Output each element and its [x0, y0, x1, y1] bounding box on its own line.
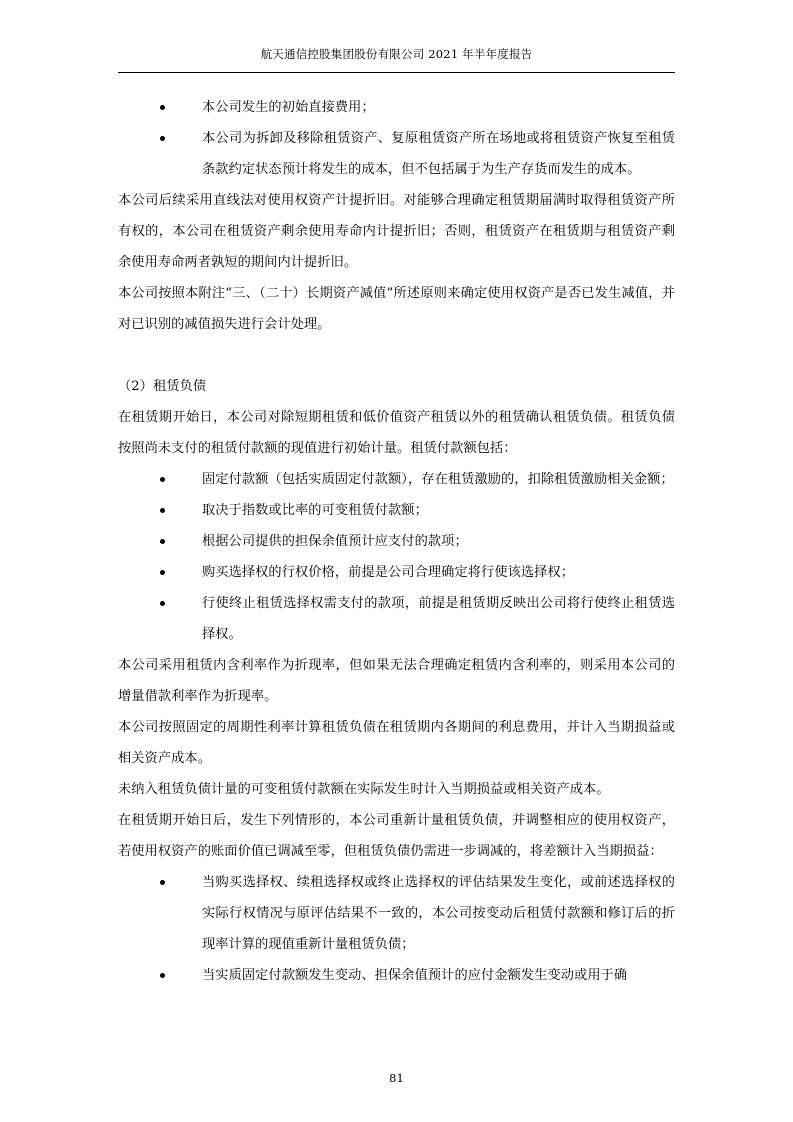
section-heading: （2）租赁负债: [118, 379, 207, 394]
list-item-text: 本公司为拆卸及移除租赁资产、复原租赁资产所在场地或将租赁资产恢复至租赁条款约定状态预计将发生的成本，但不包括属于为生产存货而发生的成本。: [202, 131, 675, 177]
paragraph: 本公司采用租赁内含利率作为折现率，但如果无法合理确定租赁内含利率的，则采用本公司的增量借款利率作为折现率。: [118, 658, 675, 704]
list-item: [118, 123, 675, 185]
paragraph: 本公司后续采用直线法对使用权资产计提折旧。对能够合理确定租赁期届满时取得租赁资产所有权的，本公司在租赁资产剩余使用寿命内计提折旧；否则，租赁资产在租赁期与租赁资产剩余使用寿命两者孰短的期间内计提折旧。: [118, 193, 675, 270]
list-item-text: 行使终止租赁选择权需支付的款项，前提是租赁期反映出公司将行使终止租赁选择权。: [202, 596, 675, 642]
list-item-text: 根据公司提供的担保余值预计应支付的款项；: [202, 534, 468, 549]
list-item: [118, 495, 675, 526]
bullet-list: [118, 92, 675, 185]
list-item: [118, 557, 675, 588]
paragraph: 本公司按照本附注“三、（二十）长期资产减值”所述原则来确定使用权资产是否已发生减值，并对已识别的减值损失进行会计处理。: [118, 286, 675, 332]
list-item: [118, 464, 675, 495]
bullet-list: [118, 867, 675, 991]
list-item-text: 固定付款额（包括实质固定付款额），存在租赁激励的，扣除租赁激励相关金额；: [202, 472, 674, 487]
list-item-text: 当购买选择权、续租选择权或终止选择权的评估结果发生变化，或前述选择权的实际行权情况与原评估结果不一致的，本公司按变动后租赁付款额和修订后的折现率计算的现值重新计量租赁负债；: [202, 875, 675, 952]
list-item: [118, 867, 675, 960]
paragraph: 在租赁期开始日，本公司对除短期租赁和低价值资产租赁以外的租赁确认租赁负债。租赁负债按照尚未支付的租赁付款额的现值进行初始计量。租赁付款额包括：: [118, 410, 675, 456]
list-item-text: 本公司发生的初始直接费用；: [202, 100, 375, 115]
paragraph: 本公司按照固定的周期性利率计算租赁负债在租赁期内各期间的利息费用，并计入当期损益或相关资产成本。: [118, 720, 675, 766]
page-content: [118, 92, 675, 991]
spacer: [118, 340, 675, 371]
list-item-text: 取决于指数或比率的可变租赁付款额；: [202, 503, 428, 518]
list-item-text: 当实质固定付款额发生变动、担保余值预计的应付金额发生变动或用于确: [202, 968, 628, 983]
page-number: 81: [389, 1071, 404, 1085]
paragraph: 未纳入租赁负债计量的可变租赁付款额在实际发生时计入当期损益或相关资产成本。: [118, 782, 610, 797]
bullet-list: [118, 464, 675, 650]
list-item: [118, 588, 675, 650]
header-divider: [118, 72, 675, 73]
paragraph: 在租赁期开始日后，发生下列情形的，本公司重新计量租赁负债，并调整相应的使用权资产，若使用权资产的账面价值已调减至零，但租赁负债仍需进一步调减的，将差额计入当期损益：: [118, 813, 675, 859]
page-header: 航天通信控股集团股份有限公司 2021 年半年度报告: [260, 47, 533, 61]
list-item: [118, 526, 675, 557]
list-item: [118, 92, 675, 123]
list-item: [118, 960, 675, 991]
list-item-text: 购买选择权的行权价格，前提是公司合理确定将行使该选择权；: [202, 565, 575, 580]
